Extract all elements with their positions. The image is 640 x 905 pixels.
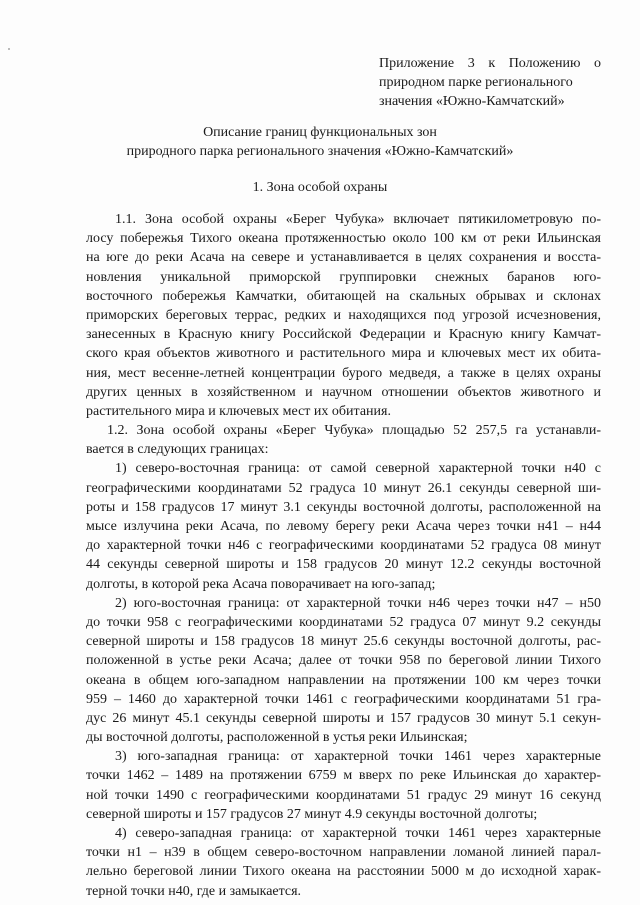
body-line: 44 секунды северной широты и 158 градусов 20 минут 12.2 секунды восточной bbox=[86, 557, 601, 573]
body-line: мысе излучина реки Асача, по левому берегу реки Асача через точки н41 – н44 bbox=[86, 519, 601, 534]
body-line: восточного побережья Камчатки, обитающей на скальных обрывах и склонах bbox=[86, 288, 601, 304]
body-line: 1.1. Зона особой охраны «Берег Чубука» включает пятикилометровую по- bbox=[115, 212, 601, 227]
section-heading: 1. Зона особой охраны bbox=[252, 180, 388, 195]
annex-line: значения «Южно-Камчатский» bbox=[379, 94, 565, 109]
document-title-line-2: природного парка регионального значения «Южно-Камчатский» bbox=[126, 144, 514, 159]
body-line: лосу побережья Тихого океана протяженностью около 100 км от реки Ильинская bbox=[86, 231, 601, 247]
body-line: географическими координатами 52 градуса 10 минут 26.1 секунды северной ши- bbox=[86, 480, 601, 496]
body-line: 1.2. Зона особой охраны «Берег Чубука» площадью 52 257,5 га устанавли- bbox=[107, 423, 601, 439]
annex-reference bbox=[379, 54, 601, 111]
body-line: 2) юго-восточная граница: от характерной точки н46 через точки н47 – н50 bbox=[115, 595, 601, 611]
body-line: северной широты и 157 градусов 27 минут 4.9 секунды восточной долготы; bbox=[86, 806, 538, 822]
body-line: ского края объектов животного и растительного мира и ключевых мест их обита- bbox=[86, 346, 601, 362]
body-line: на юге до реки Асача на севере и устанавливается в целях сохранения и восста- bbox=[86, 250, 601, 266]
body-line: положенной в устье реки Асача; далее от точки 958 по береговой линии Тихого bbox=[86, 653, 601, 669]
body-line: дус 26 минут 45.1 секунды северной широты и 157 градусов 30 минут 5.1 секун- bbox=[86, 710, 601, 726]
body-line: океана в общем юго-западном направлении на протяжении 100 км через точки bbox=[86, 672, 601, 688]
body-line: растительного мира и ключевых мест их обитания. bbox=[86, 403, 391, 419]
annex-line: Приложение 3 к Положению о bbox=[379, 56, 601, 71]
body-line: лельно береговой линии Тихого океана на расстоянии 5000 м до исходной харак- bbox=[86, 864, 601, 880]
body-line: ды восточной долготы, расположенной в устья реки Ильинская; bbox=[86, 730, 468, 746]
body-line: 1) северо-восточная граница: от самой северной характерной точки н40 с bbox=[115, 461, 601, 477]
body-line: до характерной точки н46 с географическими координатами 52 градуса 08 минут bbox=[86, 538, 601, 554]
body-line: занесенных в Красную книгу Российской Федерации и Красную книгу Камчат- bbox=[86, 327, 601, 343]
body-line: вается в следующих границах: bbox=[86, 442, 269, 458]
body-line: 959 – 1460 до характерной точки 1461 с географическими координатами 51 гра- bbox=[86, 691, 601, 707]
body-line: точки н1 – н39 в общем северо-восточном направлении ломаной линией парал- bbox=[86, 845, 601, 861]
body-line: роты и 158 градусов 17 минут 3.1 секунды восточной долготы, расположенной на bbox=[86, 499, 601, 515]
body-line: северной широты и 158 градусов 18 минут 25.6 секунды восточной долготы, рас- bbox=[86, 634, 601, 650]
body-line: долготы, в которой река Асача поворачивает на юго-запад; bbox=[86, 576, 436, 592]
body-line: до точки 958 с географическими координатами 52 градуса 07 минут 9.2 секунды bbox=[86, 614, 601, 630]
body-line: других ценных в хозяйственном и научном отношении объектов животного и bbox=[86, 384, 601, 400]
document-body bbox=[86, 210, 601, 901]
body-line: новления уникальной приморской группировки снежных баранов юго- bbox=[86, 269, 601, 285]
body-line: ния, мест весенне-летней концентрации бурого медведя, а также в целях охраны bbox=[86, 365, 601, 381]
document-title-line-1: Описание границ функциональных зон bbox=[203, 125, 437, 140]
scan-speck bbox=[8, 48, 10, 50]
body-line: точки 1462 – 1489 на протяжении 6759 м вверх по реке Ильинская до характер- bbox=[86, 768, 601, 784]
annex-line: природном парке регионального bbox=[379, 75, 573, 90]
body-line: приморских береговых террас, редких и находящихся под угрозой исчезновения, bbox=[86, 307, 601, 323]
body-line: терной точки н40, где и замыкается. bbox=[86, 883, 302, 899]
body-line: ной точки 1490 с географическими координатами 51 градус 29 минут 16 секунд bbox=[86, 787, 601, 803]
body-line: 4) северо-западная граница: от характерной точки 1461 через характерные bbox=[115, 826, 601, 841]
body-line: 3) юго-западная граница: от характерной точки 1461 через характерные bbox=[115, 749, 601, 765]
